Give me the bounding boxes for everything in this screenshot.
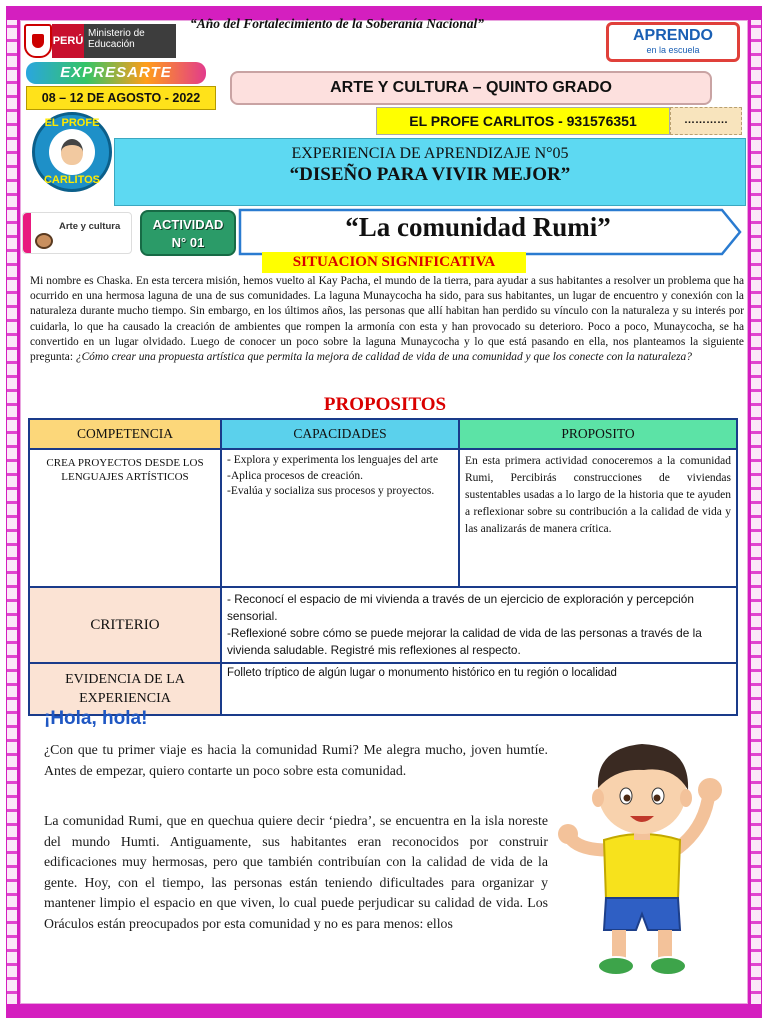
card-label: Arte y cultura <box>59 221 121 232</box>
capacidad-item: - Explora y experimenta los lenguajes del arte <box>227 454 439 466</box>
profe-avatar-icon <box>49 129 95 175</box>
table-row <box>29 587 737 663</box>
aprendo-logo <box>606 22 740 62</box>
situation-text: Mi nombre es Chaska. En esta tercera misión, hemos vuelto al Kay Pacha, el mundo de la tierra, para ayudar a sus habitantes a resolver un problema que ha ocurrido en una hermosa laguna de una de sus comunidades. La laguna Munaycocha ha sido, para sus habitantes, un lugar de encuentro y conexión con la naturaleza durante mucho tiempo. Sin embargo, en los últimos años, las personas que allí habitan han perdido su vínculo con la naturaleza y su interés por cuidarla, lo que ha causado la creación de ambientes que rompen la armonía con esta y han provocado su deterioro. Poco a poco, Munaycocha, se ha convertido en un lugar olvidado. Luego de conocer un poco sobre la laguna Munaycocha y lo que está pasando en ella, nos planteamos la siguiente pregunta: <box>30 275 744 364</box>
criterio-item: -Reflexioné sobre cómo se puede mejorar la calidad de vida de las personas a través de la vivienda saludable. Registré mis reflexiones al respecto. <box>227 626 702 657</box>
year-motto: “Año del Fortalecimiento de la Soberanía Nacional” <box>190 16 485 31</box>
header-competencia: COMPETENCIA <box>29 419 221 449</box>
capacidad-item: -Evalúa y socializa sus procesos y proyectos. <box>227 485 435 497</box>
profe-logo-bottom-text: CARLITOS <box>43 174 101 186</box>
criterio-cell <box>221 587 737 663</box>
experience-title: “DISEÑO PARA VIVIR MEJOR” <box>289 164 571 185</box>
criterio-item: - Reconocí el espacio de mi vivienda a través de un ejercicio de exploración y percepción sensorial. <box>227 592 694 623</box>
profe-logo-top-text: EL PROFE <box>44 117 100 129</box>
intro-paragraph-2: La comunidad Rumi, que en quechua quiere decir ‘piedra’, se encuentra en la isla noreste del mundo Humti. Antiguamente, sus habitantes eran reconocidos por construir edificaciones muy hermosas, pero que también contribuían con la calidad de vida de la gente. Hoy, con el tiempo, las personas están teniendo dificultades para organizar y mantener limpio el espacio en que viven, lo cual puede perjudicar su calidad de vida. Los Oráculos están preocupados por esta comunidad y no es para menos: ellos <box>44 813 548 931</box>
right-zigzag-decoration <box>751 20 761 1004</box>
purposes-heading: PROPOSITOS <box>323 394 447 415</box>
intro-paragraph-1: ¿Con que tu primer viaje es hacia la comunidad Rumi? Me alegra mucho, joven humtíe. Antes de empezar, quiero contarte un poco sobre esta comunidad. <box>44 742 548 778</box>
left-zigzag-decoration <box>7 20 17 1004</box>
activity-title-banner <box>238 208 742 256</box>
activity-badge <box>140 210 236 256</box>
situation-paragraph <box>30 274 744 365</box>
purposes-table <box>28 418 738 716</box>
art-palette-icon <box>35 233 53 249</box>
activity-badge-line1: ACTIVIDAD <box>152 217 224 232</box>
situation-question: ¿Cómo crear una propuesta artística que permita la mejora de calidad de vida de una comunidad y que los conecte con la naturaleza? <box>75 351 692 364</box>
evidencia-label: EVIDENCIA DE LA EXPERIENCIA <box>29 663 221 715</box>
area-title: ARTE Y CULTURA – QUINTO GRADO <box>230 71 712 105</box>
greeting-heading: ¡Hola, hola! <box>44 708 148 729</box>
criterio-label: CRITERIO <box>29 587 221 663</box>
table-header-row <box>29 419 737 449</box>
activity-title: “La comunidad Rumi” <box>345 212 611 242</box>
header-capacidades: CAPACIDADES <box>221 419 459 449</box>
card-accent-bar <box>23 213 31 253</box>
aprendo-title: APRENDO <box>632 27 713 44</box>
peru-logo-text: PERÚ <box>52 24 84 58</box>
activity-badge-line2: N° 01 <box>171 235 205 250</box>
experience-banner <box>114 138 746 206</box>
experience-number: EXPERIENCIA DE APRENDIZAJE N°05 <box>291 145 569 162</box>
date-range: 08 – 12 DE AGOSTO - 2022 <box>26 86 216 110</box>
header-proposito: PROPOSITO <box>459 419 737 449</box>
evidencia-cell: Folleto tríptico de algún lugar o monumento histórico en tu región o localidad <box>221 663 737 715</box>
teacher-contact: EL PROFE CARLITOS - 931576351 <box>376 107 670 135</box>
capacidad-item: -Aplica procesos de creación. <box>227 469 364 482</box>
peru-shield-icon <box>24 24 52 58</box>
ministry-logo <box>24 24 176 58</box>
ministerio-logo-text: Ministerio de Educación <box>84 24 176 58</box>
competencia-cell: CREA PROYECTOS DESDE LOS LENGUAJES ARTÍSTICOS <box>29 449 221 587</box>
dotted-placeholder: ………… <box>670 107 742 135</box>
capacidades-cell <box>221 449 459 587</box>
aprendo-subtitle: en la escuela <box>646 45 700 55</box>
arte-y-cultura-card <box>22 212 132 254</box>
proposito-cell: En esta primera actividad conoceremos a la comunidad Rumi, Percibirás construcciones de viviendas sustentables usadas a lo largo de la historia que te ayuden a reflexionar sobre su contribución a la calidad de vida y las analizarás de manera crítica. <box>459 449 737 587</box>
profe-carlitos-logo <box>32 112 112 192</box>
table-row <box>29 449 737 587</box>
boy-waving-illustration <box>552 730 732 986</box>
situation-heading: SITUACION SIGNIFICATIVA <box>262 252 526 273</box>
expresarte-logo: EXPRESARTE <box>26 62 206 84</box>
